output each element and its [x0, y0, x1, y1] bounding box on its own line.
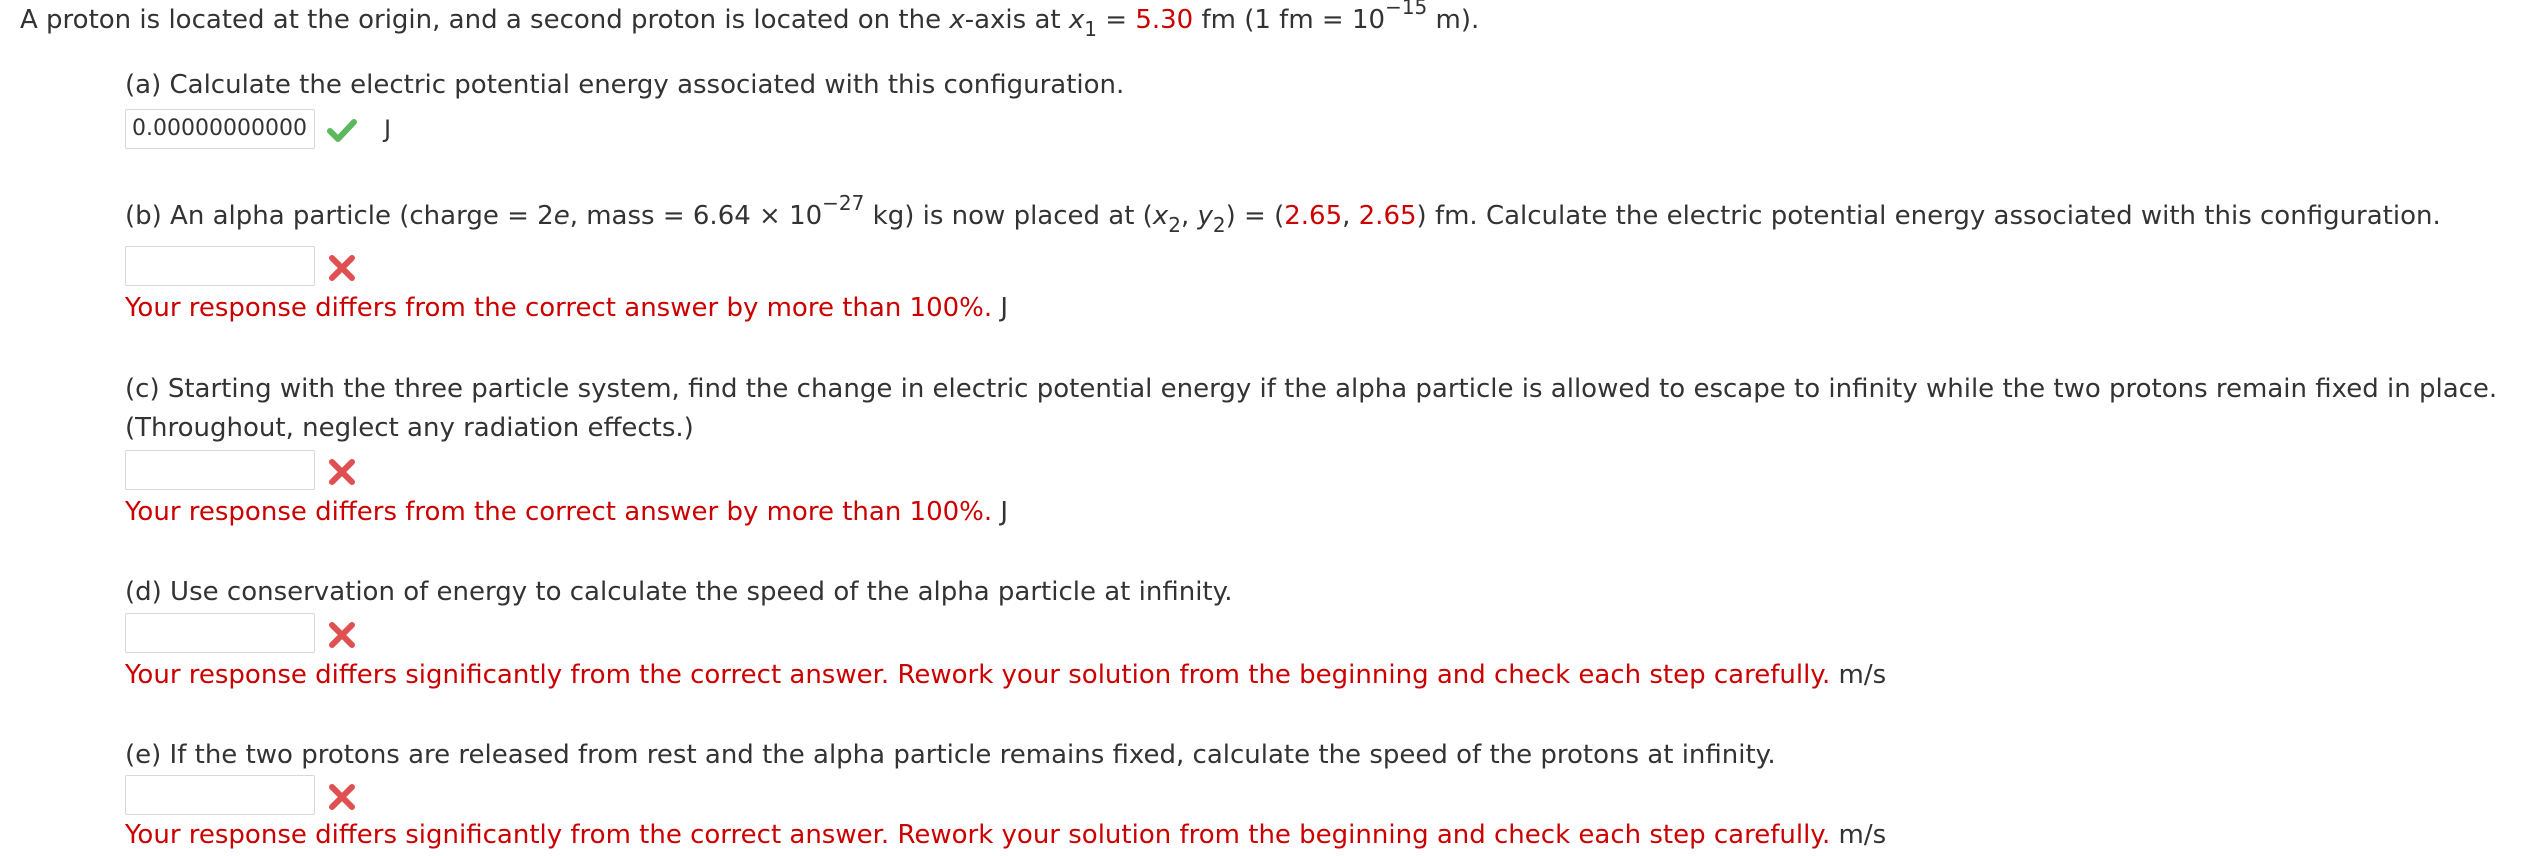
part-b-unit: J	[1000, 293, 1009, 323]
x-mark-icon	[326, 781, 358, 813]
part-e-answer-input[interactable]	[125, 775, 315, 815]
intro-text: -axis at	[964, 5, 1069, 35]
prompt-text: kg) is now placed at (	[864, 201, 1153, 231]
prompt-text: (b) An alpha particle (charge = 2	[125, 201, 554, 231]
intro-text: m).	[1427, 5, 1480, 35]
part-b-feedback	[125, 290, 1008, 326]
part-d-unit: m/s	[1838, 660, 1887, 690]
part-b-answer-input[interactable]	[125, 246, 315, 286]
part-e-feedback	[125, 817, 1886, 853]
part-a-unit: J	[384, 115, 392, 143]
part-c-answer-input[interactable]	[125, 450, 315, 490]
part-c-feedback	[125, 494, 1008, 530]
feedback-text: Your response differs from the correct answer by more than 100%.	[125, 293, 993, 323]
intro-text: A proton is located at the origin, and a second proton is located on the	[20, 5, 950, 35]
part-c-prompt-line2: (Throughout, neglect any radiation effects.)	[125, 413, 694, 443]
comma: ,	[1342, 201, 1359, 231]
part-a-answer-input[interactable]: 0.00000000000	[125, 109, 315, 149]
exponent: −27	[822, 191, 865, 215]
part-b-prompt	[125, 191, 2441, 237]
prompt-text: ) fm. Calculate the electric potential energy associated with this configuration.	[1416, 201, 2441, 231]
exponent: −15	[1385, 0, 1428, 19]
x1-variable: x	[1068, 5, 1085, 35]
part-e-unit: m/s	[1838, 820, 1887, 850]
x-mark-icon	[326, 619, 358, 651]
part-c-unit: J	[1000, 497, 1009, 527]
feedback-text: Your response differs significantly from the correct answer. Rework your solution from the beginning and check each step carefully.	[125, 660, 1831, 690]
intro-text: fm (1 fm = 10	[1193, 5, 1386, 35]
part-e-prompt: (e) If the two protons are released from rest and the alpha particle remains fixed, calculate the speed of the protons at infinity.	[125, 740, 1776, 770]
x2-variable: x	[1152, 201, 1169, 231]
checkmark-icon	[326, 114, 358, 146]
e-variable: e	[553, 201, 570, 231]
prompt-text: ) = (	[1225, 201, 1285, 231]
x2-subscript: 2	[1168, 213, 1181, 237]
x-mark-icon	[326, 456, 358, 488]
x1-value: 5.30	[1135, 5, 1194, 35]
problem-intro	[20, 0, 1480, 41]
x-variable: x	[949, 5, 965, 35]
y2-variable: y	[1197, 201, 1213, 231]
part-c-prompt-line1: (c) Starting with the three particle system, find the change in electric potential energy if the alpha particle is allowed to escape to infinity while the two protons remain fixed in place.	[125, 374, 2498, 404]
part-d-feedback	[125, 657, 1886, 693]
equals-sign: =	[1097, 5, 1136, 35]
feedback-text: Your response differs from the correct answer by more than 100%.	[125, 497, 993, 527]
comma: ,	[1180, 201, 1198, 231]
prompt-text: , mass = 6.64 × 10	[569, 201, 823, 231]
part-d-prompt: (d) Use conservation of energy to calculate the speed of the alpha particle at infinity.	[125, 577, 1233, 607]
part-a-prompt: (a) Calculate the electric potential energy associated with this configuration.	[125, 70, 1125, 100]
y2-value: 2.65	[1358, 201, 1417, 231]
part-d-answer-input[interactable]	[125, 613, 315, 653]
feedback-text: Your response differs significantly from the correct answer. Rework your solution from the beginning and check each step carefully.	[125, 820, 1831, 850]
y2-subscript: 2	[1212, 213, 1226, 237]
x2-value: 2.65	[1284, 201, 1343, 231]
x1-subscript: 1	[1084, 17, 1097, 41]
x-mark-icon	[326, 252, 358, 284]
